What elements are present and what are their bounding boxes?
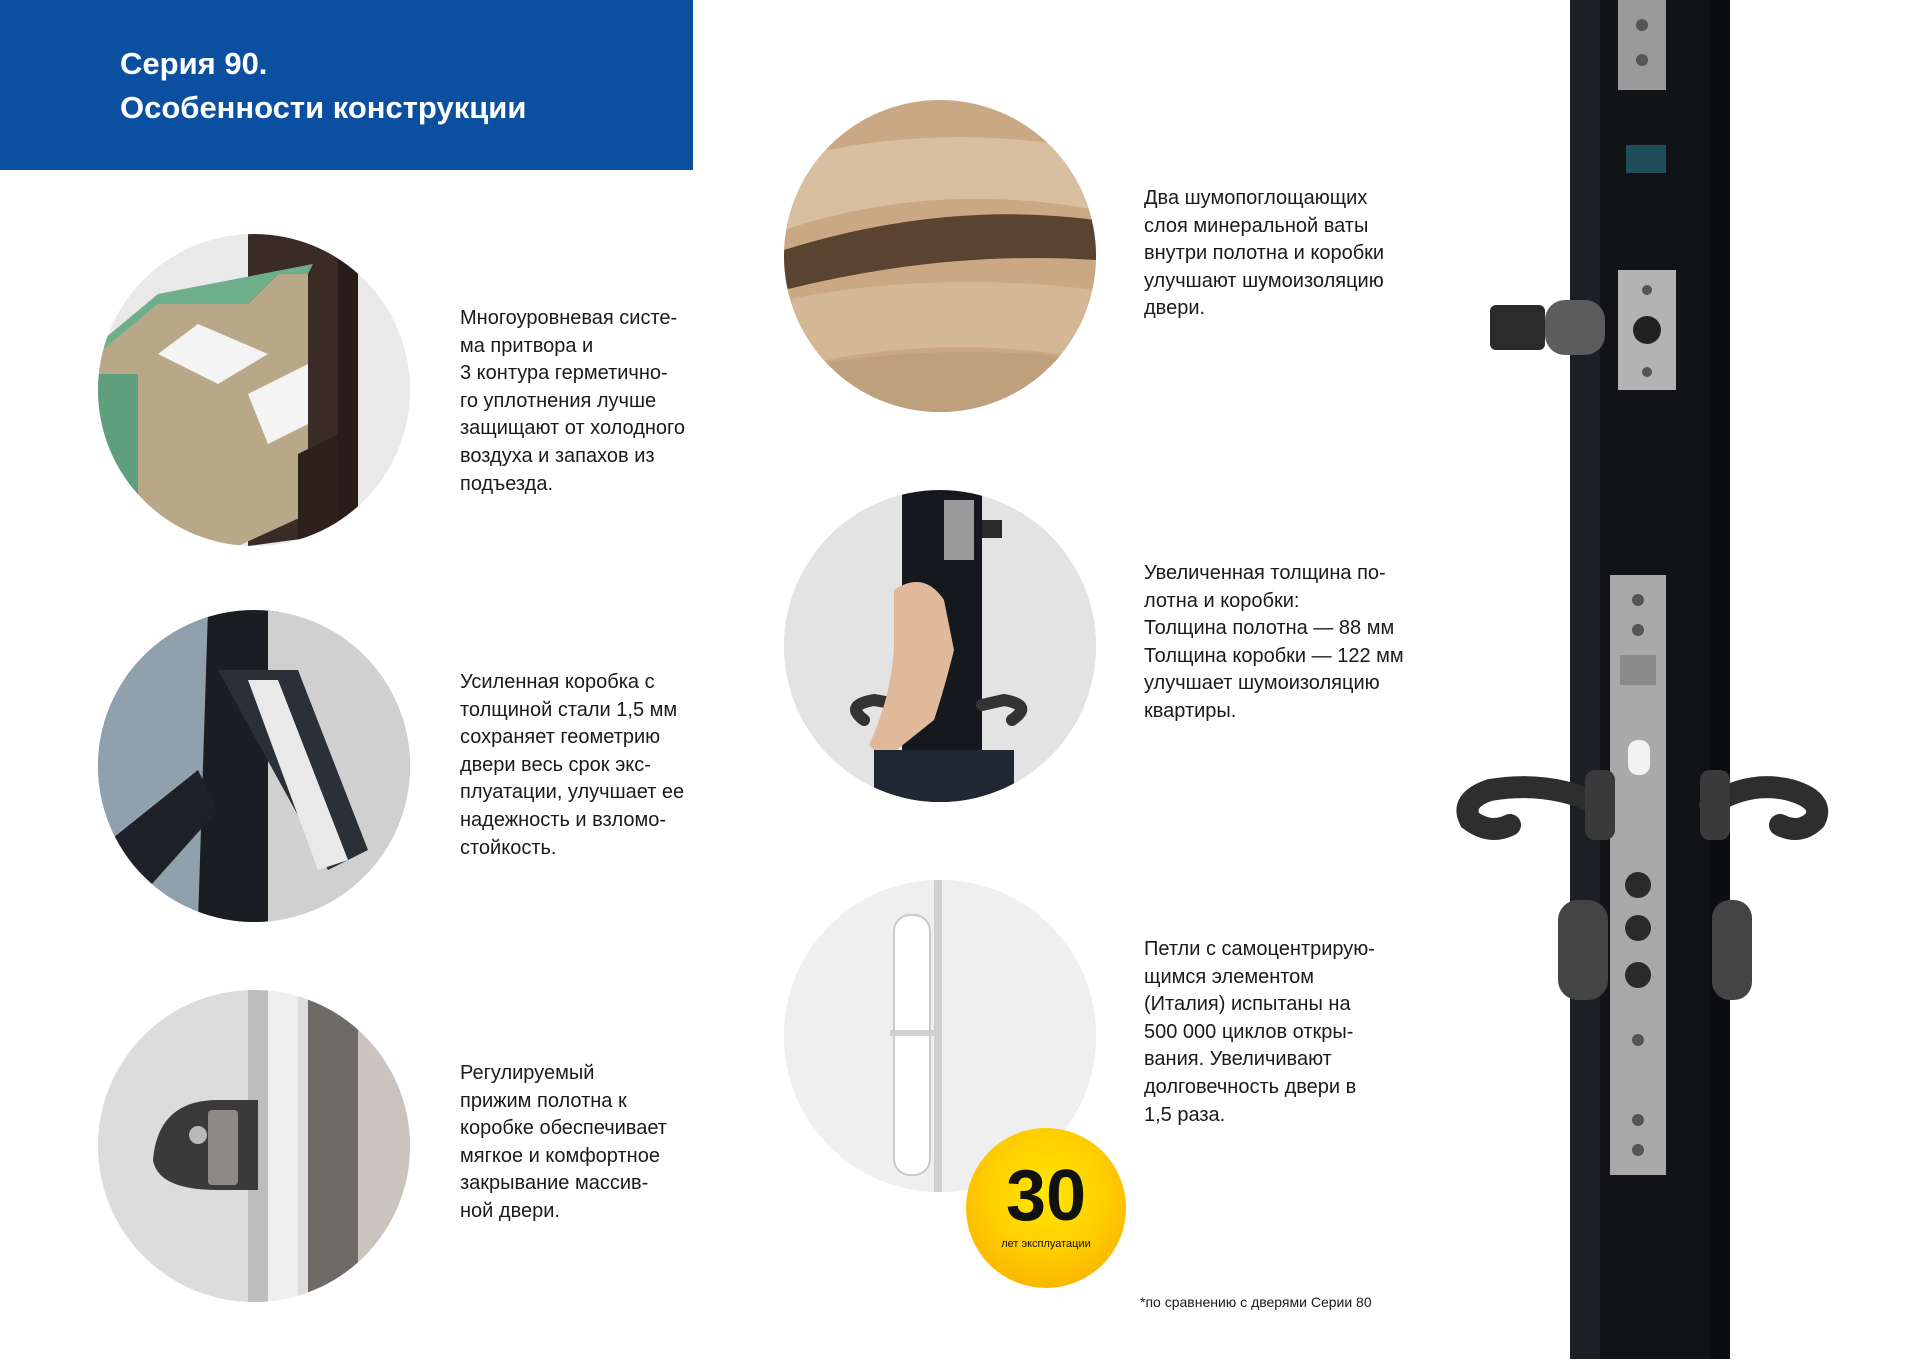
reinforced-frame-photo (98, 610, 410, 922)
door-frame-section-photo (98, 234, 410, 546)
feature-2-line: Усиленная коробка с (460, 671, 655, 693)
feature-6-line: 1,5 раза. (1144, 1103, 1226, 1126)
feature-4-line: двери. (1144, 297, 1206, 320)
feature-2-line: двери весь срок экс- (460, 753, 651, 776)
lifetime-badge (966, 1128, 1126, 1288)
feature-6-line: (Италия) испытаны на (1144, 993, 1351, 1016)
door-edge-lock-photo (1450, 0, 1850, 1359)
feature-3-line: коробке обеспечивает (460, 1117, 667, 1140)
feature-3-line: Регулируемый (460, 1062, 595, 1084)
feature-4-line: слоя минеральной ваты (1144, 214, 1369, 237)
feature-2-line: сохраняет геометрию (460, 726, 661, 749)
feature-text-1 (460, 305, 685, 498)
feature-4-line: Два шумопоглощающих (1144, 187, 1368, 209)
feature-1-line: Многоуровневая систе- (460, 307, 678, 329)
title-banner (0, 0, 693, 170)
feature-5-line: улучшает шумоизоляцию (1144, 672, 1380, 695)
feature-4-line: улучшают шумоизоляцию (1144, 269, 1384, 292)
feature-5-line: лотна и коробки: (1144, 589, 1300, 612)
feature-text-2 (460, 669, 684, 862)
page-title-line-1: Серия 90. (120, 46, 268, 81)
feature-5-line: Толщина полотна — 88 мм (1144, 617, 1395, 640)
door-thickness-photo (784, 490, 1096, 802)
feature-2-line: плуатации, улучшает ее (460, 781, 685, 804)
feature-1-line: 3 контура герметично- (460, 362, 668, 385)
feature-3-line: мягкое и комфортное (460, 1144, 660, 1167)
feature-1-line: ма притвора и (460, 334, 594, 357)
feature-3-line: ной двери. (460, 1199, 560, 1222)
feature-6-line: вания. Увеличивают (1144, 1048, 1332, 1071)
feature-text-6 (1144, 936, 1375, 1129)
feature-5-line: Увеличенная толщина по- (1144, 562, 1386, 584)
feature-2-line: толщиной стали 1,5 мм (460, 698, 678, 721)
footnote: *по сравнению с дверями Серии 80 (1140, 1294, 1372, 1310)
feature-1-line: защищают от холодного (460, 417, 686, 440)
feature-6-line: щимся элементом (1144, 965, 1315, 988)
feature-5-line: Толщина коробки — 122 мм (1144, 644, 1404, 667)
feature-text-3 (460, 1060, 667, 1226)
feature-2-line: надежность и взломо- (460, 808, 667, 831)
badge-number: 30 (1005, 1156, 1087, 1236)
feature-1-line: го уплотнения лучше (460, 389, 657, 412)
feature-6-line: Петли с самоцентрирую- (1144, 938, 1375, 960)
feature-text-5 (1144, 560, 1404, 726)
mineral-wool-photo (784, 100, 1096, 412)
badge-caption: лет эксплуатации (1001, 1238, 1091, 1250)
feature-2-line: стойкость. (460, 836, 557, 859)
adjustable-clamp-photo (98, 990, 410, 1302)
feature-6-line: 500 000 циклов откры- (1144, 1020, 1354, 1043)
feature-6-line: долговечность двери в (1144, 1075, 1357, 1098)
feature-text-4 (1144, 185, 1384, 323)
page-title-line-2: Особенности конструкции (120, 90, 527, 125)
feature-3-line: закрывание массив- (460, 1172, 649, 1195)
feature-1-line: воздуха и запахов из (460, 444, 655, 467)
feature-1-line: подъезда. (460, 472, 554, 495)
feature-4-line: внутри полотна и коробки (1144, 242, 1385, 265)
feature-3-line: прижим полотна к (460, 1089, 627, 1112)
feature-5-line: квартиры. (1144, 699, 1237, 722)
